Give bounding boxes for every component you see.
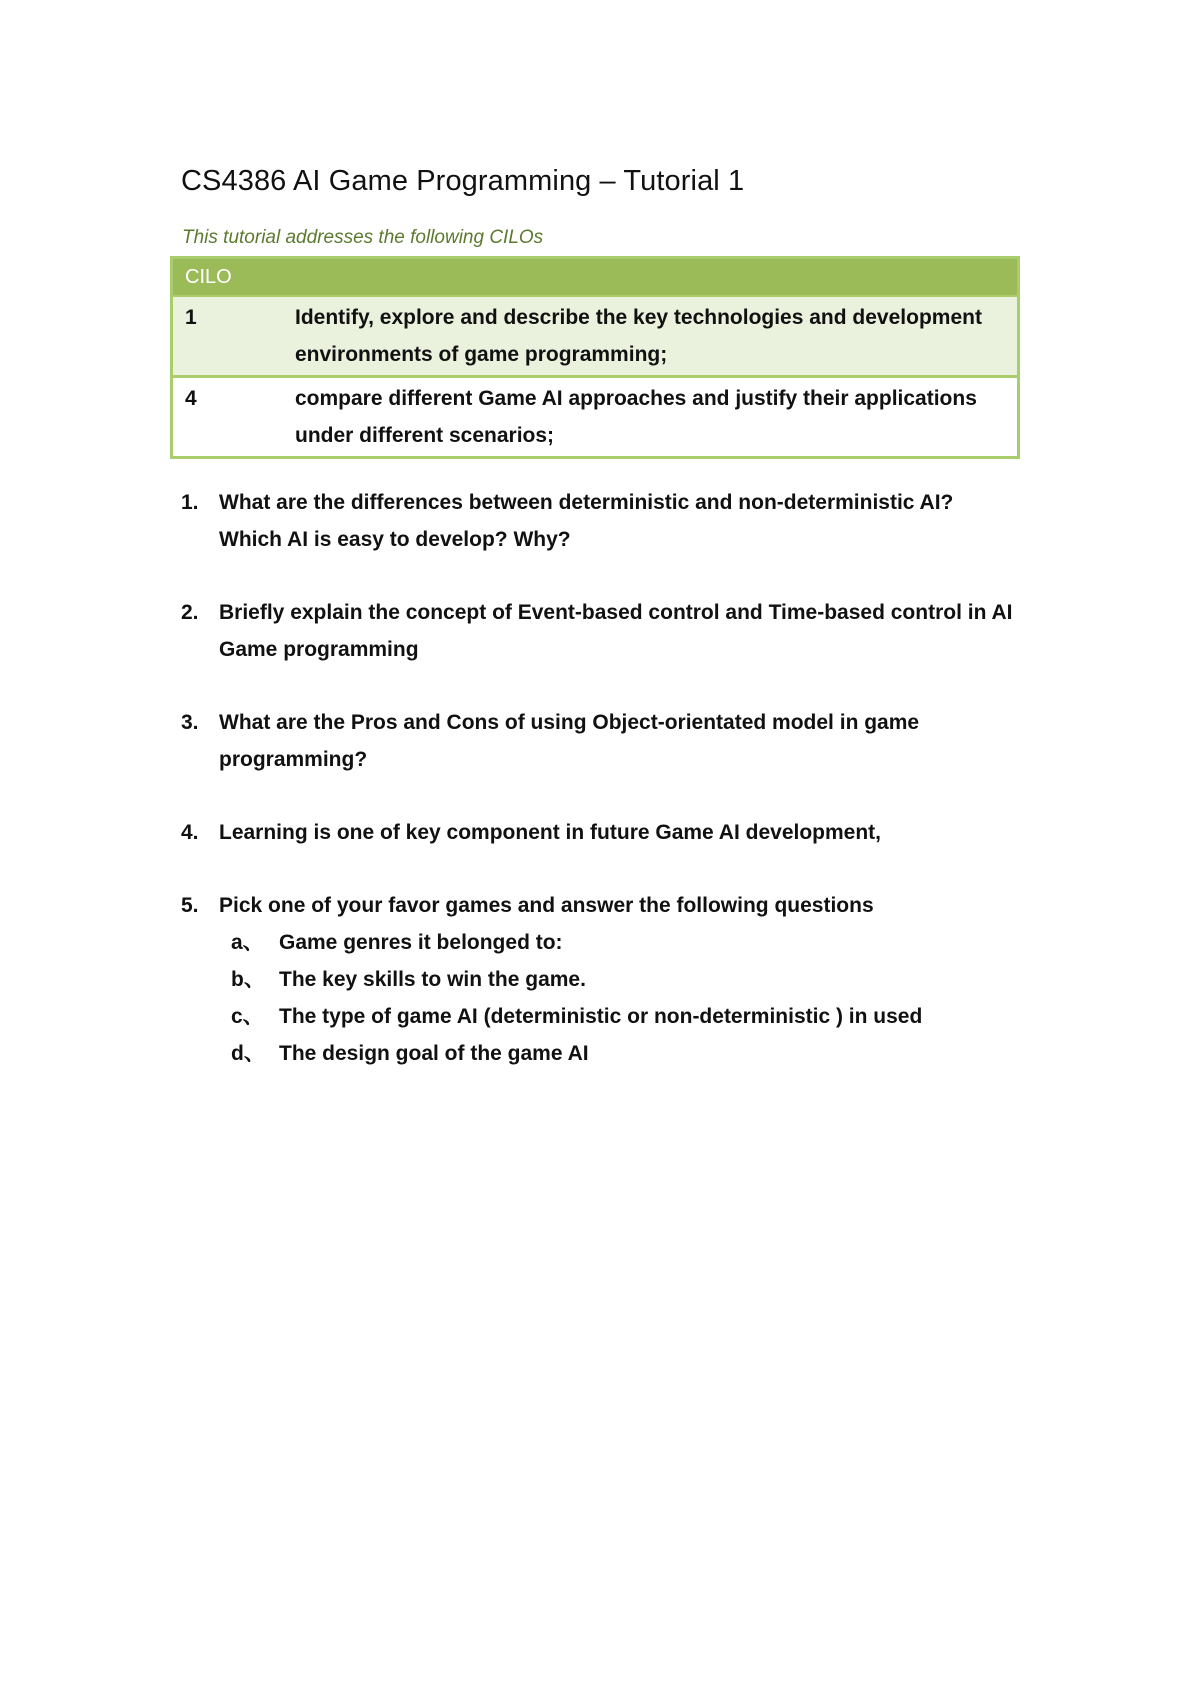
sub-question-list [219, 924, 1021, 1072]
sub-question-marker: b、 [231, 968, 265, 991]
question-text: What are the Pros and Cons of using Object-orientated model in game programming? [219, 711, 920, 771]
sub-question-item [217, 1035, 1021, 1072]
cilo-description: compare different Game AI approaches and justify their applications under different scenarios; [283, 377, 1019, 458]
question-text: Learning is one of key component in future Game AI development, [219, 821, 881, 844]
question-item [181, 484, 1021, 558]
sub-question-text: The design goal of the game AI [279, 1042, 589, 1065]
sub-question-marker: a、 [231, 931, 264, 954]
question-list [181, 484, 1021, 1108]
question-item [181, 704, 1021, 778]
cilo-intro-text: This tutorial addresses the following CILOs [182, 227, 544, 248]
sub-question-text: The key skills to win the game. [279, 968, 586, 991]
sub-question-marker: c、 [231, 1005, 264, 1028]
question-number: 4. [181, 821, 199, 844]
sub-question-text: The type of game AI (deterministic or non-deterministic ) in used [279, 1005, 923, 1028]
sub-question-item [217, 998, 1021, 1035]
cilo-table-header-row [172, 258, 1019, 297]
sub-question-text: Game genres it belonged to: [279, 931, 563, 954]
question-number: 2. [181, 601, 199, 624]
sub-question-item [217, 961, 1021, 998]
question-number: 1. [181, 491, 199, 514]
cilo-row [172, 296, 1019, 377]
cilo-number: 4 [172, 377, 284, 458]
cilo-description: Identify, explore and describe the key technologies and development environments of game programming; [283, 296, 1019, 377]
question-text: Pick one of your favor games and answer the following questions [219, 894, 874, 917]
question-text: What are the differences between deterministic and non-deterministic AI? Which AI is easy to develop? Why? [219, 491, 954, 551]
question-item [181, 814, 1021, 851]
sub-question-item [217, 924, 1021, 961]
cilo-row [172, 377, 1019, 458]
question-text: Briefly explain the concept of Event-based control and Time-based control in AI Game programming [219, 601, 1013, 661]
question-item [181, 887, 1021, 1072]
cilo-number: 1 [172, 296, 284, 377]
question-number: 5. [181, 894, 199, 917]
cilo-header: CILO [172, 258, 1019, 297]
question-item [181, 594, 1021, 668]
question-number: 3. [181, 711, 199, 734]
cilo-table [170, 256, 1020, 459]
sub-question-marker: d、 [231, 1042, 265, 1065]
page-title: CS4386 AI Game Programming – Tutorial 1 [181, 165, 745, 197]
